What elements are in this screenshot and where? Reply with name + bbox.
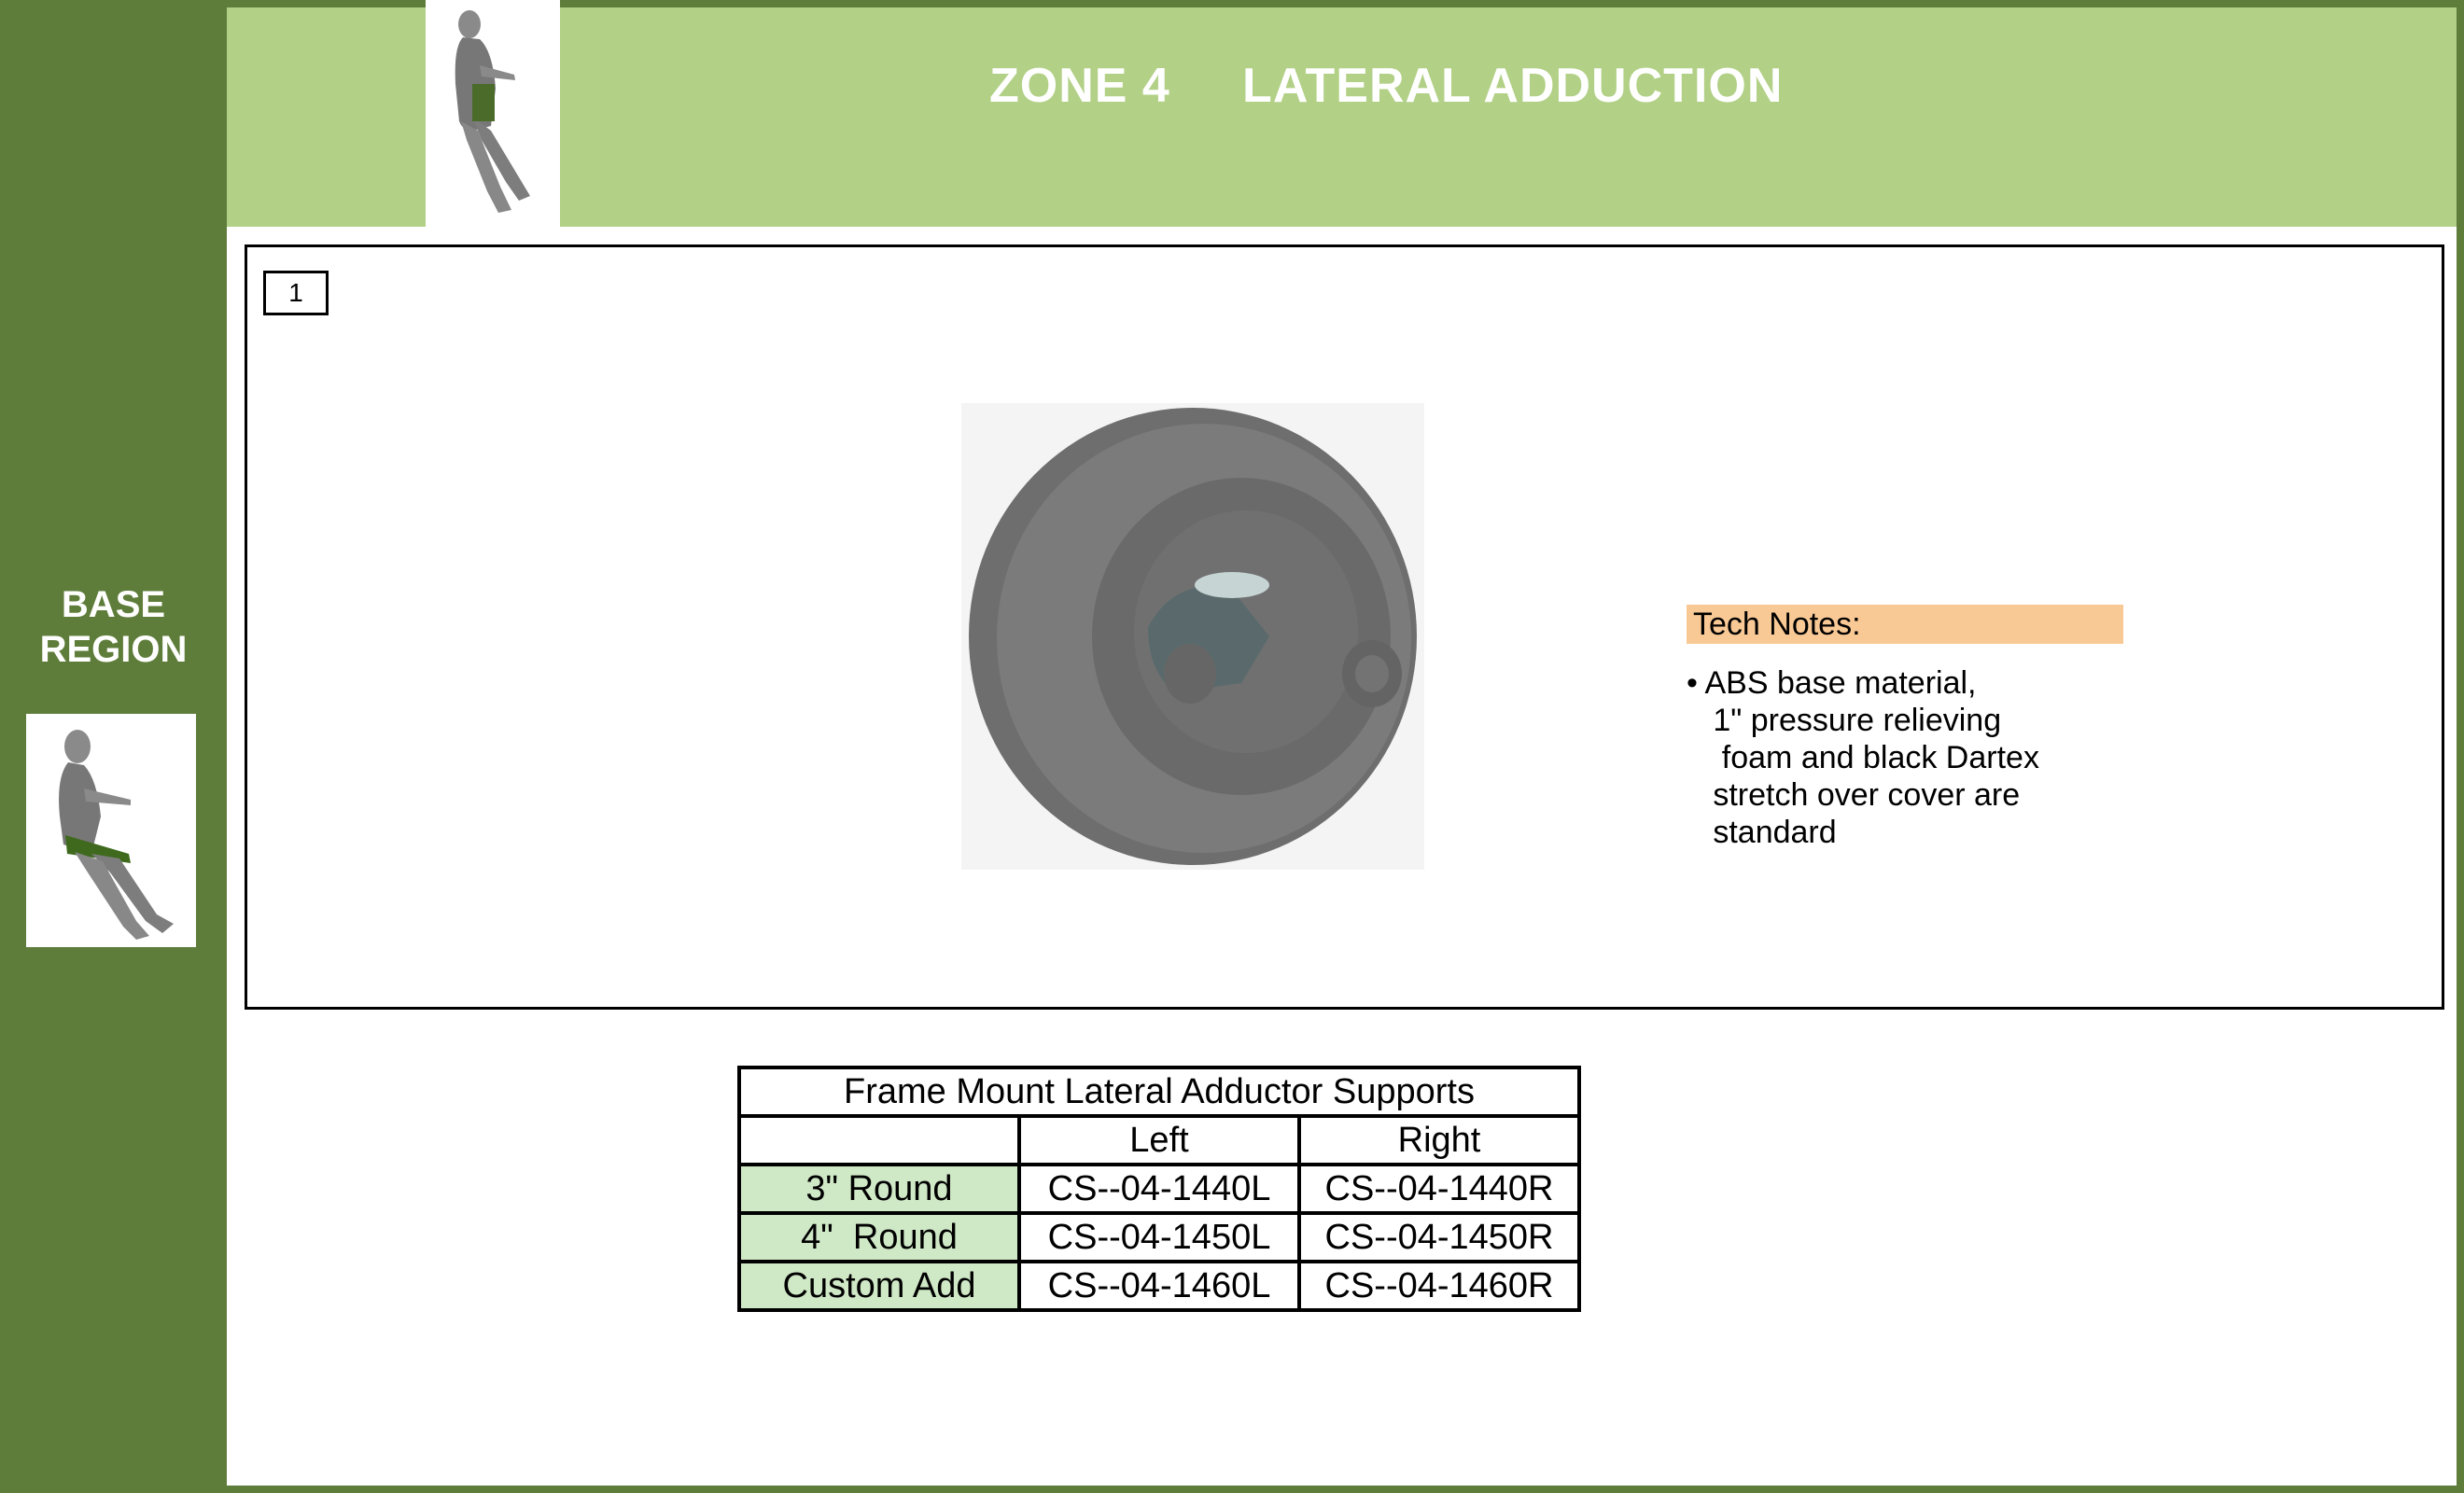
- part-number-left: CS--04-1450L: [1019, 1213, 1299, 1262]
- bottom-border: [227, 1486, 2464, 1493]
- header-figure-thumbnail: [426, 0, 560, 227]
- table-title-row: [739, 1067, 1579, 1116]
- part-number-left: CS--04-1460L: [1019, 1262, 1299, 1310]
- item-number-badge: 1: [263, 271, 329, 315]
- part-number-right: CS--04-1440R: [1299, 1165, 1579, 1213]
- seated-figure-icon: [426, 0, 560, 227]
- table-row: [739, 1213, 1579, 1262]
- region-figure-thumbnail: [26, 714, 196, 947]
- adductor-pad-icon: [961, 403, 1424, 870]
- column-header-empty: [739, 1116, 1019, 1165]
- seated-figure-icon: [26, 714, 196, 947]
- part-number-right: CS--04-1460R: [1299, 1262, 1579, 1310]
- region-label: [0, 582, 227, 672]
- right-border: [2457, 0, 2464, 1493]
- row-label: 4" Round: [739, 1213, 1019, 1262]
- table-row: [739, 1262, 1579, 1310]
- table-row: [739, 1165, 1579, 1213]
- parts-table: [737, 1066, 1581, 1312]
- page-title: ZONE 4 LATERAL ADDUCTION: [989, 59, 1784, 113]
- part-number-left: CS--04-1440L: [1019, 1165, 1299, 1213]
- top-border: [227, 0, 2464, 7]
- region-label-text: BASE REGION: [39, 584, 188, 670]
- tech-notes-heading: Tech Notes:: [1687, 605, 2123, 644]
- adductor-pad-image: [961, 403, 1424, 870]
- row-label: 3" Round: [739, 1165, 1019, 1213]
- column-header-right: Right: [1299, 1116, 1579, 1165]
- header-band: [227, 7, 2457, 227]
- part-number-right: CS--04-1450R: [1299, 1213, 1579, 1262]
- tech-notes-body: • ABS base material, 1" pressure relieving foam and black Dartex stretch over cover are standard: [1687, 665, 2039, 850]
- table-header-row: [739, 1116, 1579, 1165]
- table-title: Frame Mount Lateral Adductor Supports: [739, 1067, 1579, 1116]
- row-label: Custom Add: [739, 1262, 1019, 1310]
- column-header-left: Left: [1019, 1116, 1299, 1165]
